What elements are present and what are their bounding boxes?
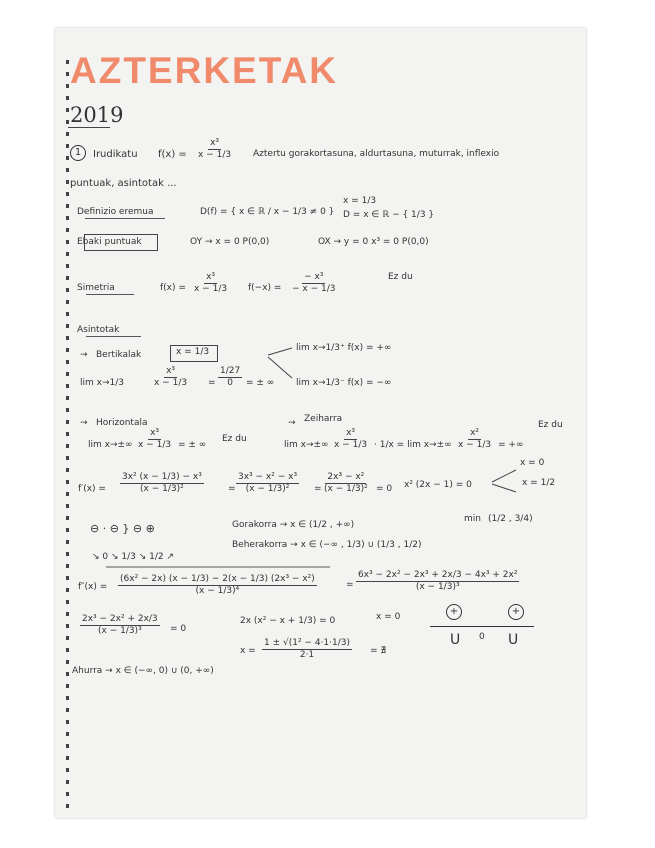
horizontal-limit-denominator: x − 1/3	[138, 439, 172, 450]
vertical-limit-value-denominator: 0	[227, 377, 233, 388]
symmetry-fneg-lhs: f(−x) =	[248, 283, 282, 293]
first-derivative-term1-numerator: 3x² (x − 1/3) − x³	[122, 472, 202, 482]
first-derivative-eq2: =	[314, 484, 322, 494]
horizontal-arrow: →	[80, 418, 88, 428]
symmetry-f-lhs: f(x) =	[160, 283, 186, 293]
second-derivative-denominator: (x − 1/3)⁴	[195, 585, 240, 596]
concavity-result: Ahurra → x ∈ (−∞, 0) ∪ (0, +∞)	[72, 666, 214, 676]
function-lhs: f(x) =	[158, 149, 187, 160]
domain-expression: D(f) = { x ∈ ℝ / x − 1/3 ≠ 0 }	[200, 207, 335, 217]
horizontal-ezdu: Ez du	[222, 434, 247, 444]
quadratic-lhs: x =	[240, 646, 256, 656]
problem-number: 1	[70, 145, 86, 161]
oblique-label: Zeiharra	[304, 414, 343, 424]
second-derivative-final-denominator: (x − 1/3)³	[97, 625, 142, 636]
oblique-limit2-numerator: x²	[470, 428, 479, 438]
oblique-ezdu: Ez du	[538, 420, 563, 430]
symmetry-fneg-denominator: − x − 1/3	[292, 283, 336, 294]
vertical-label: Bertikalak	[96, 350, 142, 360]
vertical-limit-denominator: x − 1/3	[154, 377, 188, 388]
oblique-arrow: →	[288, 418, 296, 428]
limit-bracket	[268, 348, 292, 378]
first-derivative-root2: x = 0	[520, 458, 545, 468]
statement-line2: puntuak, asintotak ...	[70, 178, 177, 189]
horizontal-limit-result: = ± ∞	[178, 440, 207, 450]
second-derivative-result-denominator: (x − 1/3)³	[415, 581, 460, 592]
statement-rest: Aztertu gorakortasuna, aldurtasuna, muturrak, inflexio	[253, 149, 500, 159]
second-derivative-eq0: = 0	[170, 624, 187, 634]
increasing-interval: Gorakorra → x ∈ (1/2 , +∞)	[232, 520, 355, 530]
concavity-plus-right: +	[508, 604, 524, 620]
second-derivative-final-numerator: 2x³ − 2x² + 2x/3	[82, 614, 158, 624]
monotony-signs: ⊖ · ⊖ } ⊖ ⊕	[90, 522, 155, 535]
domain-side2: D = x ∈ ℝ − { 1/3 }	[343, 210, 435, 220]
oblique-limit-prefix: lim x→±∞	[284, 440, 329, 450]
domain-side1: x = 1/3	[343, 196, 377, 206]
first-derivative-factor: x² (2x − 1) = 0	[404, 480, 472, 490]
oblique-limit-mid: · 1/x = lim x→±∞	[374, 440, 452, 450]
second-derivative-numerator: (6x² − 2x) (x − 1/3) − 2(x − 1/3) (2x³ − x²)	[120, 574, 315, 584]
monotony-axis: ↘ 0 ↘ 1/3 ↘ 1/2 ↗	[92, 552, 175, 562]
symmetry-fneg-numerator: − x³	[304, 272, 324, 282]
vertical-limit-right: lim x→1/3⁺ f(x) = +∞	[296, 343, 392, 353]
vertical-limit-numerator: x³	[166, 366, 175, 376]
oblique-limit-numerator: x³	[346, 428, 355, 438]
oblique-limit-denominator: x − 1/3	[334, 439, 368, 450]
first-derivative-eq0: = 0	[376, 484, 393, 494]
vertical-value: x = 1/3	[176, 347, 210, 357]
concavity-cup-left: U	[450, 632, 461, 648]
second-derivative-result-numerator: 6x³ − 2x² − 2x³ + 2x/3 − 4x³ + 2x²	[358, 570, 518, 580]
quadratic-denominator: 2·1	[299, 649, 315, 660]
first-derivative-eq1: =	[228, 484, 236, 494]
first-derivative-lhs: f′(x) =	[78, 484, 106, 494]
first-derivative-term2-numerator: 3x³ − x² − x³	[238, 472, 298, 482]
vertical-limit-eq: =	[208, 378, 216, 388]
cut-points-ox: OX → y = 0 x³ = 0 P(0,0)	[318, 237, 429, 247]
minimum-value: (1/2 , 3/4)	[488, 514, 533, 524]
horizontal-label: Horizontala	[96, 418, 148, 428]
minimum-label: min	[464, 514, 481, 524]
vertical-limit-result: = ± ∞	[246, 378, 275, 388]
year-heading: 2019	[70, 103, 124, 127]
concavity-plus-left: +	[446, 604, 462, 620]
oblique-limit-result: = +∞	[498, 440, 524, 450]
root-bracket	[492, 470, 516, 492]
symmetry-result: Ez du	[388, 272, 413, 282]
statement-intro: Irudikatu	[93, 149, 138, 160]
vertical-limit-left: lim x→1/3⁻ f(x) = −∞	[296, 378, 392, 388]
decreasing-interval: Beherakorra → x ∈ (−∞ , 1/3) ∪ (1/3 , 1/2)	[232, 540, 422, 550]
quadratic-numerator: 1 ± √(1² − 4·1·1/3)	[264, 638, 351, 648]
function-denominator: x − 1/3	[198, 149, 232, 160]
page-title: AZTERKETAK	[70, 50, 339, 91]
concavity-zero: 0	[479, 632, 485, 642]
second-derivative-root0: x = 0	[376, 612, 401, 622]
cut-points-label: Ebaki puntuak	[77, 237, 142, 247]
oblique-limit2-denominator: x − 1/3	[458, 439, 492, 450]
first-derivative-term3-denominator: (x − 1/3)²	[324, 483, 368, 494]
vertical-arrow: →	[80, 350, 88, 360]
function-numerator: x³	[210, 138, 219, 148]
horizontal-limit-prefix: lim x→±∞	[88, 440, 133, 450]
domain-label: Definizio eremua	[77, 207, 154, 217]
second-derivative-factor: 2x (x² − x + 1/3) = 0	[240, 616, 336, 626]
second-derivative-lhs: f″(x) =	[78, 582, 108, 592]
concavity-cup-right: U	[508, 632, 519, 648]
quadratic-result: = ∄	[370, 646, 387, 656]
symmetry-f-numerator: x³	[206, 272, 215, 282]
vertical-limit-prefix: lim x→1/3	[80, 378, 124, 388]
symmetry-label: Simetria	[77, 283, 115, 293]
first-derivative-term1-denominator: (x − 1/3)²	[140, 483, 184, 494]
vertical-limit-value-numerator: 1/27	[220, 366, 241, 376]
first-derivative-term2-denominator: (x − 1/3)²	[245, 483, 290, 494]
cut-points-oy: OY → x = 0 P(0,0)	[190, 237, 270, 247]
symmetry-f-denominator: x − 1/3	[194, 283, 228, 294]
first-derivative-term3-numerator: 2x³ − x²	[327, 472, 365, 482]
first-derivative-root1: x = 1/2	[522, 478, 556, 488]
horizontal-limit-numerator: x³	[150, 428, 159, 438]
asymptotes-label: Asintotak	[77, 325, 120, 335]
second-derivative-eq1: =	[346, 580, 354, 590]
